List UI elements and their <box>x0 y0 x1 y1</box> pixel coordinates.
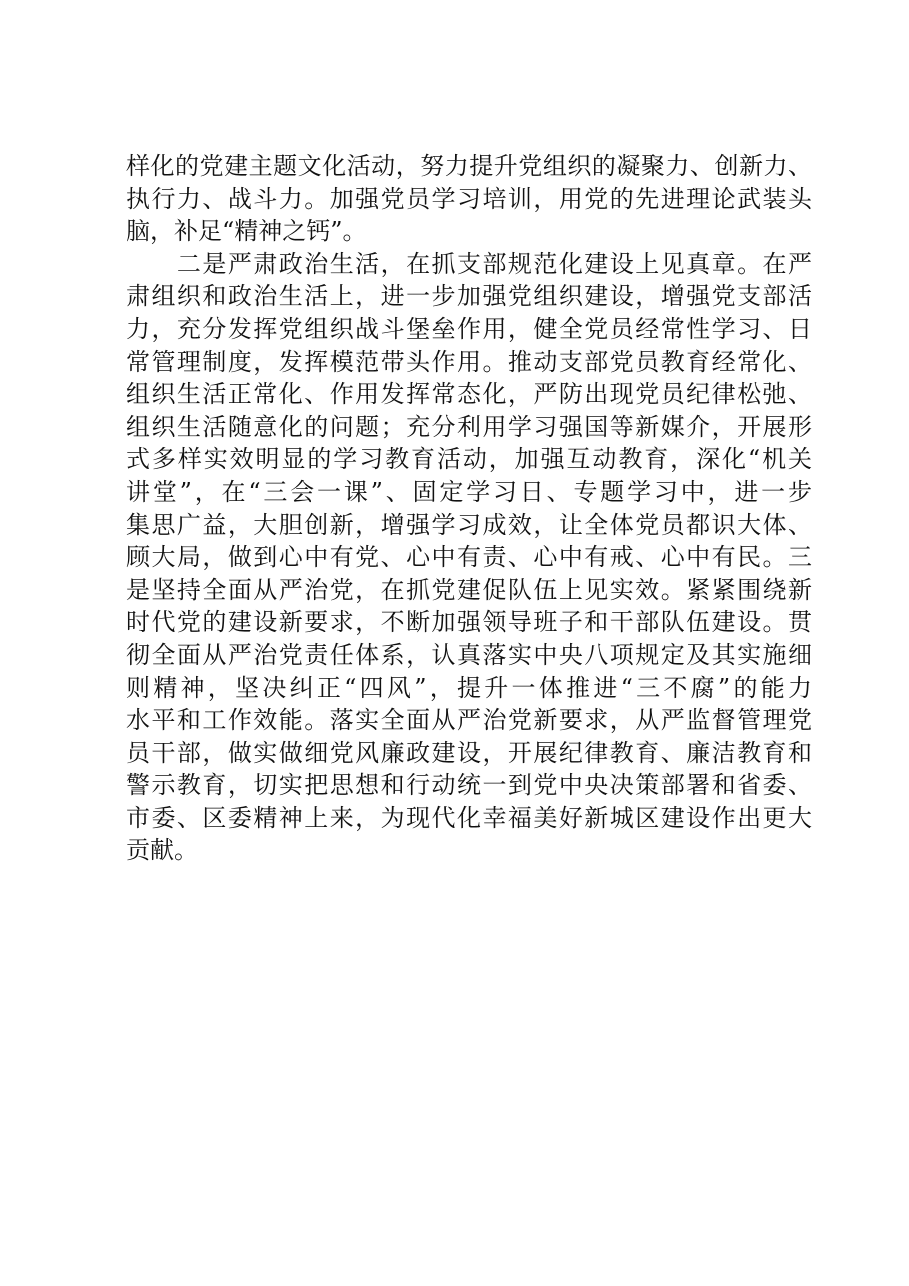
text-line: 警示教育，切实把思想和行动统一到党中央决策部署和省委、 <box>126 771 812 800</box>
text-line: 组织生活随意化的问题；充分利用学习强国等新媒介，开展形 <box>126 412 812 441</box>
text-line: 讲堂”，在“三会一课”、固定学习日、专题学习中，进一步 <box>126 477 812 506</box>
text-line: 员干部，做实做细党风廉政建设，开展纪律教育、廉洁教育和 <box>126 738 812 767</box>
text-line: 力，充分发挥党组织战斗堡垒作用，健全党员经常性学习、日 <box>126 314 812 343</box>
text-line: 贡献。 <box>126 836 198 865</box>
text-line: 彻全面从严治党责任体系，认真落实中央八项规定及其实施细 <box>126 640 812 669</box>
text-line: 顾大局，做到心中有党、心中有责、心中有戒、心中有民。三 <box>126 543 812 572</box>
text-line: 执行力、战斗力。加强党员学习培训，用党的先进理论武装头 <box>126 184 812 213</box>
text-line: 肃组织和政治生活上，进一步加强党组织建设，增强党支部活 <box>126 282 812 311</box>
paragraph-start-line: 二是严肃政治生活，在抓支部规范化建设上见真章。在严 <box>126 249 812 278</box>
text-line: 常管理制度，发挥模范带头作用。推动支部党员教育经常化、 <box>126 347 812 376</box>
text-line: 集思广益，大胆创新，增强学习成效，让全体党员都识大体、 <box>126 510 812 539</box>
text-line: 脑，补足“精神之钙”。 <box>126 217 367 246</box>
text-line: 时代党的建设新要求，不断加强领导班子和干部队伍建设。贯 <box>126 608 812 637</box>
text-line: 是坚持全面从严治党，在抓党建促队伍上见实效。紧紧围绕新 <box>126 575 812 604</box>
text-line: 市委、区委精神上来，为现代化幸福美好新城区建设作出更大 <box>126 803 812 832</box>
text-line: 样化的党建主题文化活动，努力提升党组织的凝聚力、创新力、 <box>126 152 812 180</box>
text-line: 则精神，坚决纠正“四风”，提升一体推进“三不腐”的能力 <box>126 673 812 702</box>
body-text <box>126 150 812 867</box>
text-line: 式多样实效明显的学习教育活动，加强互动教育，深化“机关 <box>126 445 812 474</box>
text-line: 水平和工作效能。落实全面从严治党新要求，从严监督管理党 <box>126 706 812 735</box>
text-line: 组织生活正常化、作用发挥常态化，严防出现党员纪律松弛、 <box>126 380 812 409</box>
